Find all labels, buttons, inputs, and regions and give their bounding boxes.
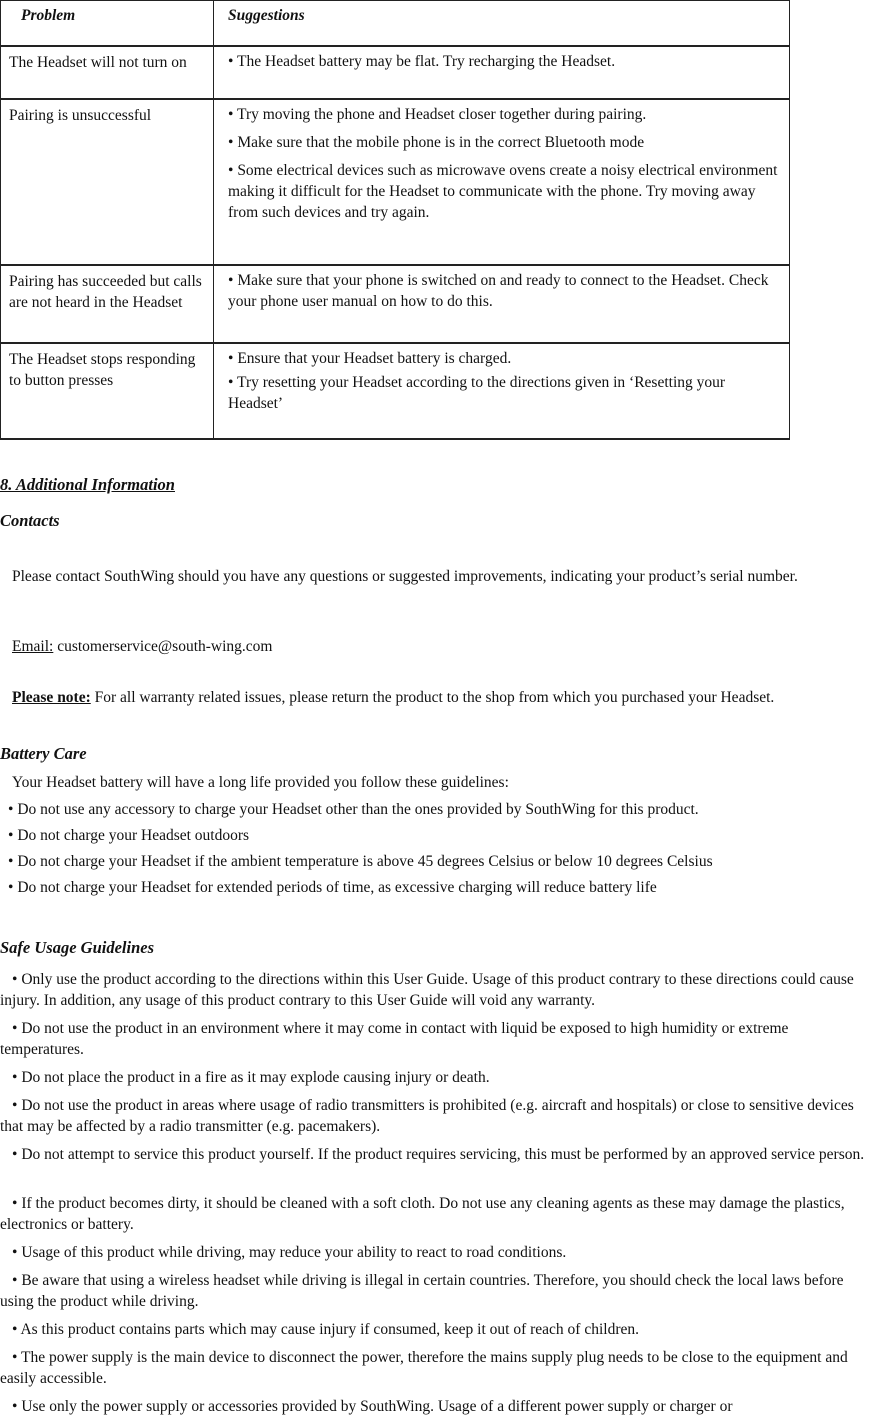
list-item: • Do not charge your Headset outdoors xyxy=(8,827,250,844)
suggestion-item: • The Headset battery may be flat. Try recharging the Headset. xyxy=(228,53,616,70)
suggestion-cell xyxy=(214,343,790,439)
list-item: • Do not use the product in an environment where it may come in contact with liquid be exposed to high humidity or extreme temperatures. xyxy=(0,1020,789,1058)
problem-cell: Pairing is unsuccessful xyxy=(1,99,214,265)
list-item: • Usage of this product while driving, may reduce your ability to react to road conditions. xyxy=(12,1244,567,1261)
list-item: • Use only the power supply or accessories provided by SouthWing. Usage of a different power supply or charger or xyxy=(12,1398,733,1415)
header-problem: Problem xyxy=(1,1,214,47)
contacts-heading: Contacts xyxy=(0,511,60,530)
table-row xyxy=(1,99,790,265)
table-row xyxy=(1,46,790,99)
table-row xyxy=(1,343,790,439)
problem-cell: The Headset will not turn on xyxy=(1,46,214,99)
email-label: Email: xyxy=(12,638,54,655)
problem-cell: Pairing has succeeded but calls are not heard in the Headset xyxy=(1,265,214,343)
suggestion-item: • Try resetting your Headset according to the directions given in ‘Resetting your Headset’ xyxy=(228,374,726,412)
note-text: For all warranty related issues, please return the product to the shop from which you purchased your Headset. xyxy=(94,689,775,706)
section-title: 8. Additional Information xyxy=(0,475,175,494)
header-suggestions: Suggestions xyxy=(214,1,790,47)
list-item: • Do not attempt to service this product yourself. If the product requires servicing, this must be performed by an approved service person. xyxy=(12,1146,865,1163)
problem-cell: The Headset stops responding to button presses xyxy=(1,343,214,439)
battery-heading: Battery Care xyxy=(0,744,87,763)
list-item: • Do not place the product in a fire as it may explode causing injury or death. xyxy=(12,1069,490,1086)
note-label: Please note: xyxy=(12,689,91,706)
suggestion-item: • Try moving the phone and Headset closer together during pairing. xyxy=(228,106,647,123)
list-item: • Only use the product according to the directions within this User Guide. Usage of this product contrary to these directions could cause injury. In addition, any usage of this product contrary to this User Guide will void any warranty. xyxy=(0,971,854,1009)
list-item: • If the product becomes dirty, it should be cleaned with a soft cloth. Do not use any cleaning agents as these may damage the plastics, electronics or battery. xyxy=(0,1195,845,1233)
suggestion-item: • Make sure that the mobile phone is in the correct Bluetooth mode xyxy=(228,134,645,151)
battery-intro: Your Headset battery will have a long life provided you follow these guidelines: xyxy=(12,774,509,791)
list-item: • Do not use the product in areas where usage of radio transmitters is prohibited (e.g. aircraft and hospitals) or close to sensitive devices that may be affected by a radio transmitter (e.g. pacemakers). xyxy=(0,1097,854,1135)
list-item: • Be aware that using a wireless headset while driving is illegal in certain countries. Therefore, you should check the local laws before using the product while driving. xyxy=(0,1272,844,1310)
safety-heading: Safe Usage Guidelines xyxy=(0,938,154,957)
troubleshooting-table xyxy=(0,0,790,440)
warranty-note xyxy=(0,687,862,708)
suggestion-cell xyxy=(214,99,790,265)
table-row xyxy=(1,265,790,343)
suggestion-item: • Some electrical devices such as microwave ovens create a noisy electrical environment making it difficult for the Headset to communicate with the phone. Try moving away from such devices and try again. xyxy=(228,162,778,221)
table-header-row xyxy=(1,1,790,47)
email-line xyxy=(0,636,875,657)
suggestion-item: • Ensure that your Headset battery is charged. xyxy=(228,350,512,367)
email-address: customerservice@south-wing.com xyxy=(57,638,273,655)
contacts-intro: Please contact SouthWing should you have any questions or suggested improvements, indicating your product’s serial number. xyxy=(12,568,798,585)
suggestion-item: • Make sure that your phone is switched on and ready to connect to the Headset. Check your phone user manual on how to do this. xyxy=(228,272,769,310)
list-item: • Do not charge your Headset if the ambient temperature is above 45 degrees Celsius or below 10 degrees Celsius xyxy=(8,853,713,870)
list-item: • Do not use any accessory to charge your Headset other than the ones provided by SouthWing for this product. xyxy=(8,801,699,818)
list-item: • As this product contains parts which may cause injury if consumed, keep it out of reach of children. xyxy=(12,1321,639,1338)
list-item: • Do not charge your Headset for extended periods of time, as excessive charging will reduce battery life xyxy=(8,879,657,896)
suggestion-cell xyxy=(214,46,790,99)
suggestion-cell xyxy=(214,265,790,343)
list-item: • The power supply is the main device to disconnect the power, therefore the mains supply plug needs to be close to the equipment and easily accessible. xyxy=(0,1349,848,1387)
